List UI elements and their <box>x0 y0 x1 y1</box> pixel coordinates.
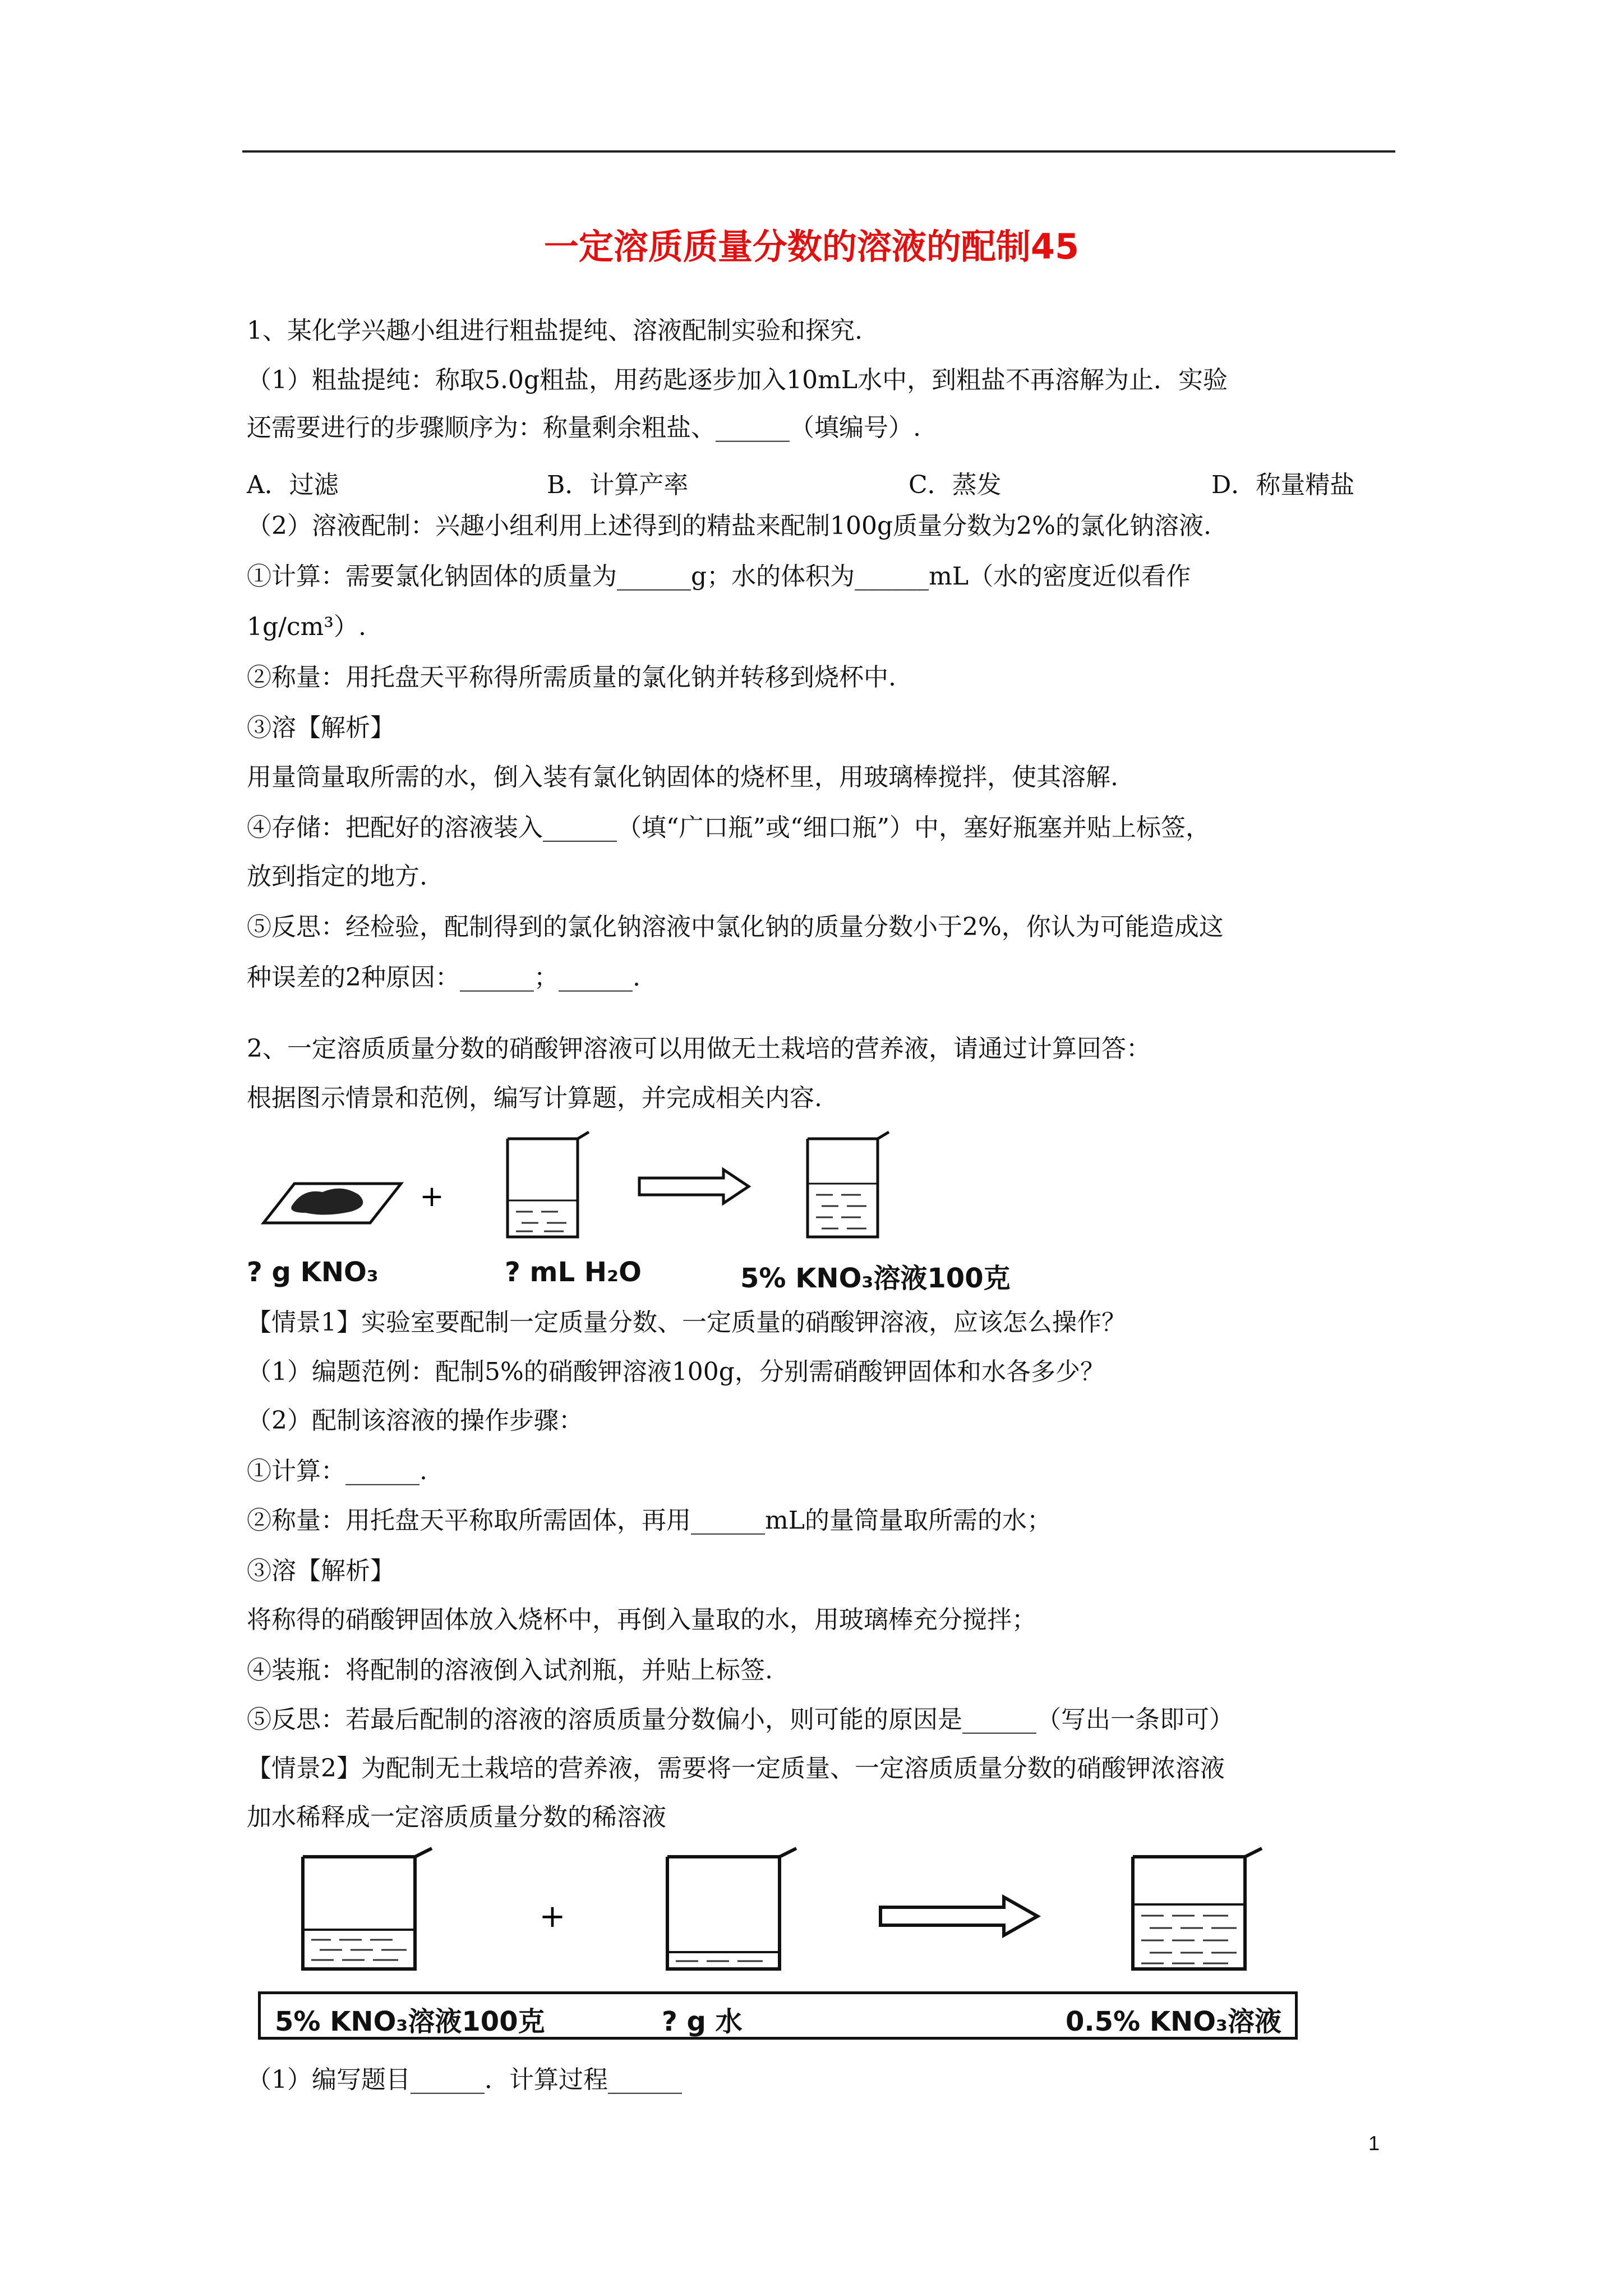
text-line: （2）配制该溶液的操作步骤： <box>247 1406 583 1435</box>
text-line: ②称量：用托盘天平称得所需质量的氯化钠并转移到烧杯中. <box>247 663 896 692</box>
text-line: （1）编题范例：配制5%的硝酸钾溶液100g，分别需硝酸钾固体和水各多少？ <box>247 1358 1105 1386</box>
figure-2-label-water: ? g 水 <box>662 2006 743 2037</box>
beaker-dilute-icon <box>1133 1848 1262 1969</box>
text-line: 放到指定的地方. <box>247 862 427 891</box>
beaker-water-icon <box>667 1848 796 1969</box>
option-d: D．称量精盐 <box>1211 471 1355 499</box>
text-line: ①计算：______. <box>247 1457 427 1485</box>
figure-2-label-concentrated: 5% KNO₃溶液100克 <box>275 2006 545 2037</box>
text-line: 加水稀释成一定溶质质量分数的稀溶液 <box>247 1803 666 1832</box>
text-line: ③溶【解析】 <box>247 714 395 742</box>
beaker-concentrated-icon <box>303 1848 432 1969</box>
option-c: C．蒸发 <box>909 471 1002 499</box>
text-line: ④存储：把配好的溶液装入______（填“广口瓶”或“细口瓶”）中，塞好瓶塞并贴上标签， <box>247 813 1210 842</box>
text-line: ⑤反思：经检验，配制得到的氯化钠溶液中氯化钠的质量分数小于2%，你认为可能造成这 <box>247 913 1224 941</box>
text-line: 1g/cm³）. <box>247 613 366 641</box>
text-line: ⑤反思：若最后配制的溶液的溶质质量分数偏小，则可能的原因是______（写出一条即可） <box>247 1705 1234 1734</box>
text-line: （2）溶液配制：兴趣小组利用上述得到的精盐来配制100g质量分数为2%的氯化钠溶液. <box>247 512 1211 540</box>
text-line: 种误差的2种原因：______；______. <box>247 963 640 992</box>
plus-sign: + <box>419 1180 444 1213</box>
text-line: ④装瓶：将配制的溶液倒入试剂瓶，并贴上标签. <box>247 1656 773 1685</box>
text-line: ①计算：需要氯化钠固体的质量为______g；水的体积为______mL（水的密度近似看作 <box>247 562 1191 591</box>
figure-1-label-water: ? mL H₂O <box>505 1257 642 1288</box>
text-line: ②称量：用托盘天平称取所需固体，再用______mL的量筒量取所需的水； <box>247 1506 1052 1535</box>
page-title: 一定溶质质量分数的溶液的配制45 <box>543 226 1080 267</box>
text-line: 【情景1】实验室要配制一定质量分数、一定质量的硝酸钾溶液，应该怎么操作？ <box>247 1308 1126 1337</box>
text-line: 根据图示情景和范例，编写计算题，并完成相关内容. <box>247 1084 822 1112</box>
text-line: 还需要进行的步骤顺序为：称量剩余粗盐、______（填编号）. <box>247 413 921 442</box>
option-b: B．计算产率 <box>547 471 689 499</box>
text-line: 2、一定溶质质量分数的硝酸钾溶液可以用做无土栽培的营养液，请通过计算回答： <box>247 1034 1151 1063</box>
figure-1-label-solution: 5% KNO₃溶液100克 <box>740 1263 1011 1294</box>
option-a: A．过滤 <box>247 471 339 499</box>
plus-sign: + <box>539 1898 566 1935</box>
text-line: 将称得的硝酸钾固体放入烧杯中，再倒入量取的水，用玻璃棒充分搅拌； <box>247 1605 1036 1634</box>
text-line: （1）粗盐提纯：称取5.0g粗盐，用药匙逐步加入10mL水中，到粗盐不再溶解为止．实验 <box>247 366 1228 394</box>
arrow-right-icon <box>880 1897 1038 1935</box>
text-line: ③溶【解析】 <box>247 1557 395 1585</box>
text-line: （1）编写题目______．计算过程______ <box>247 2065 682 2094</box>
text-line: 【情景2】为配制无土栽培的营养液，需要将一定质量、一定溶质质量分数的硝酸钾浓溶液 <box>247 1754 1225 1783</box>
text-line: 1、某化学兴趣小组进行粗盐提纯、溶液配制实验和探究. <box>247 316 863 345</box>
figure-2-label-dilute: 0.5% KNO₃溶液 <box>1066 2006 1282 2037</box>
figure-1-label-solid: ? g KNO₃ <box>247 1257 379 1288</box>
text-line: 用量筒量取所需的水，倒入装有氯化钠固体的烧杯里，用玻璃棒搅拌，使其溶解. <box>247 763 1118 792</box>
page-number: 1 <box>1368 2132 1380 2155</box>
